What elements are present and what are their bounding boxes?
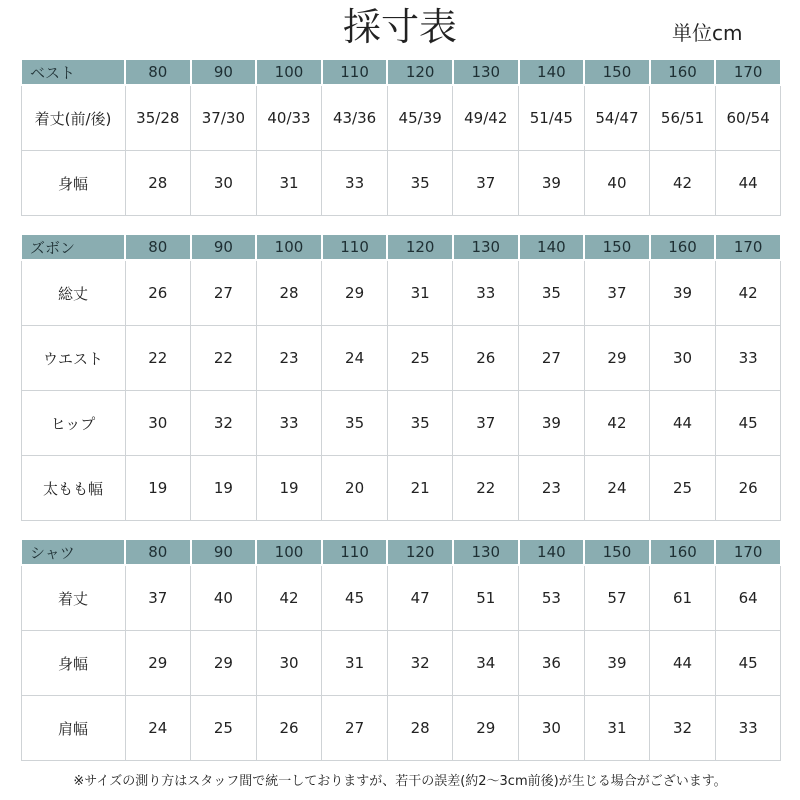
measurement-cell: 35/28 xyxy=(125,85,191,151)
measurement-cell: 19 xyxy=(125,456,191,521)
measurement-cell: 37 xyxy=(584,260,650,326)
vest-size-table xyxy=(20,58,782,216)
size-header: 110 xyxy=(322,59,388,85)
size-header: 80 xyxy=(125,59,191,85)
measurement-cell: 43/36 xyxy=(322,85,388,151)
measurement-cell: 42 xyxy=(584,391,650,456)
footnote: ※サイズの測り方はスタッフ間で統一しておりますが、若干の誤差(約2～3cm前後)が生じる場合がございます。 xyxy=(73,774,727,789)
table-header-label: シャツ xyxy=(21,539,125,565)
measurement-cell: 31 xyxy=(387,260,453,326)
measurement-cell: 36 xyxy=(519,631,585,696)
measurement-cell: 47 xyxy=(387,565,453,631)
measurement-cell: 33 xyxy=(715,326,781,391)
size-header: 140 xyxy=(519,59,585,85)
measurement-cell: 32 xyxy=(191,391,257,456)
measurement-cell: 37 xyxy=(125,565,191,631)
measurement-cell: 33 xyxy=(322,151,388,216)
row-label: ヒップ xyxy=(21,391,125,456)
row-label: 着丈(前/後) xyxy=(21,85,125,151)
measurement-cell: 40 xyxy=(191,565,257,631)
measurement-cell: 39 xyxy=(519,151,585,216)
measurement-cell: 44 xyxy=(650,631,716,696)
table-row xyxy=(21,85,781,151)
size-header: 100 xyxy=(256,234,322,260)
table-row xyxy=(21,631,781,696)
measurement-cell: 49/42 xyxy=(453,85,519,151)
measurement-cell: 30 xyxy=(650,326,716,391)
row-label: 太もも幅 xyxy=(21,456,125,521)
measurement-cell: 26 xyxy=(256,696,322,761)
measurement-cell: 22 xyxy=(191,326,257,391)
pants-size-table xyxy=(20,233,782,521)
measurement-cell: 39 xyxy=(584,631,650,696)
row-label: 着丈 xyxy=(21,565,125,631)
table-row xyxy=(21,391,781,456)
measurement-cell: 29 xyxy=(125,631,191,696)
measurement-cell: 27 xyxy=(191,260,257,326)
measurement-cell: 37/30 xyxy=(191,85,257,151)
size-header: 160 xyxy=(650,539,716,565)
size-header: 120 xyxy=(387,59,453,85)
measurement-cell: 35 xyxy=(387,151,453,216)
measurement-cell: 30 xyxy=(256,631,322,696)
shirt-size-table xyxy=(20,538,782,761)
measurement-cell: 45/39 xyxy=(387,85,453,151)
size-header: 140 xyxy=(519,539,585,565)
measurement-cell: 23 xyxy=(256,326,322,391)
measurement-cell: 32 xyxy=(650,696,716,761)
measurement-cell: 28 xyxy=(256,260,322,326)
measurement-cell: 34 xyxy=(453,631,519,696)
size-header: 110 xyxy=(322,234,388,260)
measurement-cell: 28 xyxy=(125,151,191,216)
row-label: 総丈 xyxy=(21,260,125,326)
measurement-cell: 26 xyxy=(715,456,781,521)
size-header: 80 xyxy=(125,539,191,565)
size-header: 170 xyxy=(715,539,781,565)
measurement-cell: 27 xyxy=(322,696,388,761)
row-label: 身幅 xyxy=(21,631,125,696)
measurement-cell: 35 xyxy=(519,260,585,326)
size-header: 170 xyxy=(715,59,781,85)
measurement-cell: 39 xyxy=(650,260,716,326)
measurement-cell: 20 xyxy=(322,456,388,521)
measurement-cell: 29 xyxy=(191,631,257,696)
size-header: 160 xyxy=(650,59,716,85)
measurement-cell: 26 xyxy=(125,260,191,326)
measurement-cell: 45 xyxy=(715,631,781,696)
measurement-cell: 37 xyxy=(453,151,519,216)
measurement-cell: 31 xyxy=(584,696,650,761)
size-header: 160 xyxy=(650,234,716,260)
size-header: 90 xyxy=(191,234,257,260)
measurement-cell: 25 xyxy=(387,326,453,391)
size-header: 150 xyxy=(584,539,650,565)
table-header-row xyxy=(21,59,781,85)
measurement-cell: 53 xyxy=(519,565,585,631)
measurement-cell: 64 xyxy=(715,565,781,631)
measurement-cell: 42 xyxy=(715,260,781,326)
measurement-cell: 26 xyxy=(453,326,519,391)
row-label: 肩幅 xyxy=(21,696,125,761)
measurement-cell: 54/47 xyxy=(584,85,650,151)
size-header: 130 xyxy=(453,59,519,85)
measurement-cell: 19 xyxy=(256,456,322,521)
measurement-cell: 51/45 xyxy=(519,85,585,151)
measurement-cell: 42 xyxy=(650,151,716,216)
table-row xyxy=(21,696,781,761)
measurement-cell: 30 xyxy=(191,151,257,216)
measurement-cell: 35 xyxy=(387,391,453,456)
size-header: 130 xyxy=(453,234,519,260)
table-header-row xyxy=(21,539,781,565)
measurement-cell: 39 xyxy=(519,391,585,456)
measurement-cell: 61 xyxy=(650,565,716,631)
measurement-cell: 28 xyxy=(387,696,453,761)
measurement-cell: 21 xyxy=(387,456,453,521)
size-header: 90 xyxy=(191,539,257,565)
measurement-cell: 44 xyxy=(650,391,716,456)
measurement-cell: 40/33 xyxy=(256,85,322,151)
measurement-cell: 19 xyxy=(191,456,257,521)
measurement-cell: 40 xyxy=(584,151,650,216)
table-header-label: ズボン xyxy=(21,234,125,260)
table-row xyxy=(21,260,781,326)
measurement-cell: 31 xyxy=(256,151,322,216)
table-row xyxy=(21,565,781,631)
measurement-cell: 42 xyxy=(256,565,322,631)
size-header: 80 xyxy=(125,234,191,260)
size-header: 150 xyxy=(584,234,650,260)
size-header: 120 xyxy=(387,539,453,565)
measurement-cell: 60/54 xyxy=(715,85,781,151)
measurement-cell: 51 xyxy=(453,565,519,631)
measurement-cell: 33 xyxy=(256,391,322,456)
measurement-cell: 37 xyxy=(453,391,519,456)
size-header: 130 xyxy=(453,539,519,565)
table-row xyxy=(21,456,781,521)
measurement-cell: 29 xyxy=(322,260,388,326)
size-header: 100 xyxy=(256,539,322,565)
measurement-cell: 45 xyxy=(322,565,388,631)
measurement-cell: 24 xyxy=(125,696,191,761)
measurement-cell: 31 xyxy=(322,631,388,696)
table-header-label: ベスト xyxy=(21,59,125,85)
measurement-cell: 30 xyxy=(125,391,191,456)
measurement-cell: 24 xyxy=(322,326,388,391)
measurement-cell: 23 xyxy=(519,456,585,521)
measurement-cell: 56/51 xyxy=(650,85,716,151)
measurement-cell: 29 xyxy=(584,326,650,391)
page-title: 採寸表 xyxy=(342,5,457,49)
measurement-cell: 27 xyxy=(519,326,585,391)
measurement-cell: 22 xyxy=(453,456,519,521)
table-header-row xyxy=(21,234,781,260)
size-header: 100 xyxy=(256,59,322,85)
measurement-cell: 24 xyxy=(584,456,650,521)
size-header: 150 xyxy=(584,59,650,85)
measurement-cell: 30 xyxy=(519,696,585,761)
measurement-cell: 35 xyxy=(322,391,388,456)
measurement-cell: 44 xyxy=(715,151,781,216)
table-row xyxy=(21,326,781,391)
row-label: 身幅 xyxy=(21,151,125,216)
measurement-cell: 25 xyxy=(191,696,257,761)
size-header: 90 xyxy=(191,59,257,85)
size-header: 170 xyxy=(715,234,781,260)
size-header: 140 xyxy=(519,234,585,260)
size-header: 120 xyxy=(387,234,453,260)
size-header: 110 xyxy=(322,539,388,565)
measurement-cell: 33 xyxy=(715,696,781,761)
measurement-cell: 33 xyxy=(453,260,519,326)
table-row xyxy=(21,151,781,216)
unit-label: 単位cm xyxy=(672,21,743,45)
row-label: ウエスト xyxy=(21,326,125,391)
measurement-cell: 32 xyxy=(387,631,453,696)
measurement-cell: 45 xyxy=(715,391,781,456)
measurement-cell: 22 xyxy=(125,326,191,391)
measurement-cell: 57 xyxy=(584,565,650,631)
measurement-cell: 29 xyxy=(453,696,519,761)
measurement-cell: 25 xyxy=(650,456,716,521)
